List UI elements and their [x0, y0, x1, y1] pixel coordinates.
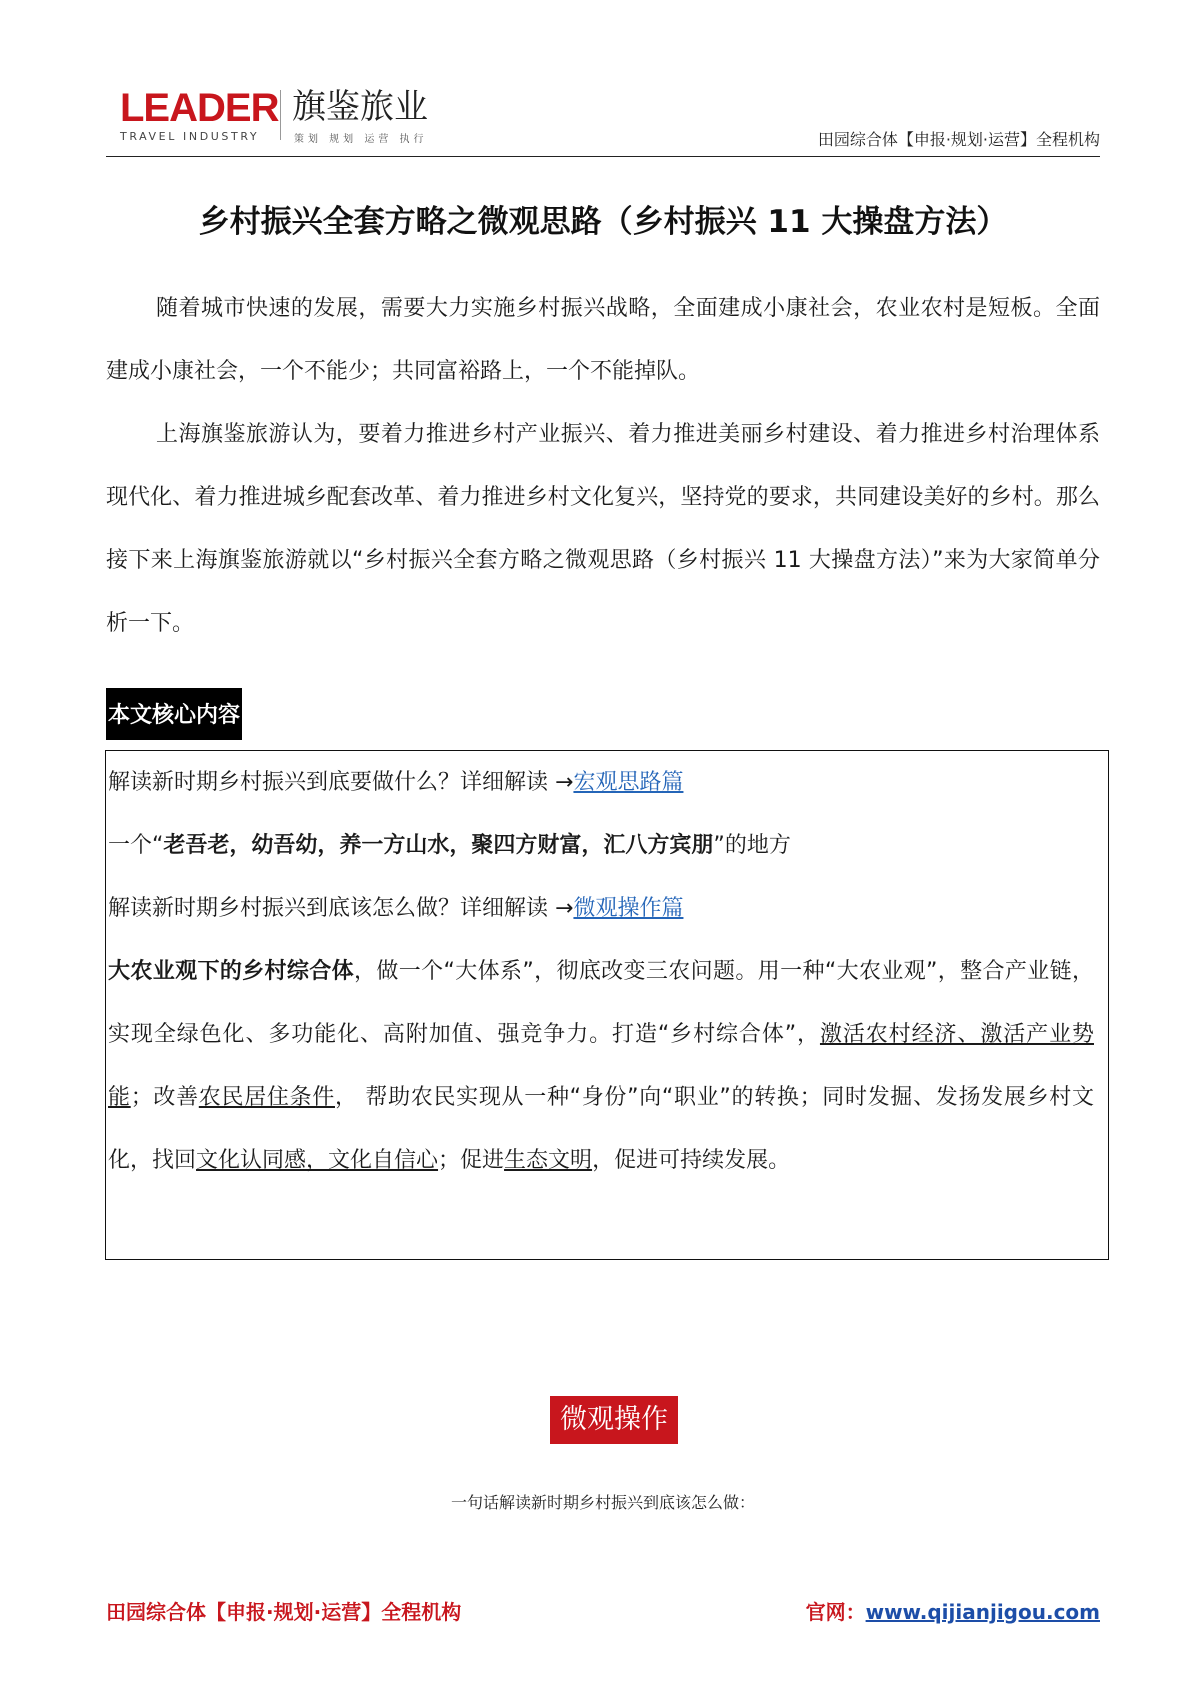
core-para-underline-1: 激活农村经济、激活产业势能: [108, 1022, 1094, 1110]
footer-site-label: 官网：: [805, 1600, 866, 1624]
core-paragraph: [108, 940, 1094, 1192]
core-line-2-pre: 一个“: [108, 833, 164, 858]
core-para-c: ， 帮助农民实现从一种“身份”向“职业”的转换；同时发掘、发扬发展乡村文化，找回: [108, 1085, 1094, 1173]
core-line-2-post: ”的地方: [713, 833, 791, 858]
core-para-underline-3: 文化认同感，文化自信心: [196, 1148, 439, 1173]
micro-operation-link[interactable]: 微观操作篇: [573, 896, 684, 921]
page-title: 乡村振兴全套方略之微观思路（乡村振兴 11 大操盘方法）: [198, 204, 1008, 240]
core-para-b: ；改善: [130, 1085, 199, 1110]
page-header: [106, 86, 1100, 157]
intro-paragraph-2: 上海旗鉴旅游认为，要着力推进乡村产业振兴、着力推进美丽乡村建设、着力推进乡村治理体系现代化、着力推进城乡配套改革、着力推进乡村文化复兴，坚持党的要求，共同建设美好的乡村。那么接下来上海旗鉴旅游就以“乡村振兴全套方略之微观思路（乡村振兴 11 大操盘方法）”来为大家简单分析一下。: [106, 422, 1100, 636]
intro-paragraph-1: 随着城市快速的发展，需要大力实施乡村振兴战略，全面建成小康社会，农业农村是短板。全面建成小康社会，一个不能少；共同富裕路上，一个不能掉队。: [106, 296, 1100, 384]
macro-thinking-link[interactable]: 宏观思路篇: [573, 770, 684, 795]
footer-tagline: 田园综合体【申报·规划·运营】全程机构: [106, 1600, 462, 1624]
core-para-d: ；促进: [438, 1148, 505, 1173]
core-line-1: [108, 751, 1094, 814]
core-content-label: 本文核心内容: [106, 688, 242, 740]
logo-subtitle: TRAVEL INDUSTRY: [120, 130, 260, 143]
core-content-box: [105, 750, 1109, 1260]
footer-website: [806, 1596, 1100, 1625]
core-para-underline-2: 农民居住条件: [198, 1085, 335, 1110]
core-para-bold: 大农业观下的乡村综合体: [108, 959, 355, 984]
core-para-underline-4: 生态文明: [504, 1148, 593, 1173]
logo-chinese-name: 旗鉴旅业: [292, 87, 428, 127]
core-line-3-text: 解读新时期乡村振兴到底该怎么做？详细解读 →: [108, 896, 574, 921]
footer-site-link[interactable]: www.qijianjigou.com: [865, 1600, 1100, 1624]
core-para-e: ，促进可持续发展。: [592, 1148, 791, 1173]
core-line-2-bold: 老吾老，幼吾幼，养一方山水，聚四方财富，汇八方宾朋: [163, 833, 714, 858]
core-line-3: [108, 877, 1094, 940]
section-label-micro-operation: 微观操作: [550, 1396, 678, 1444]
core-line-2: [108, 814, 1094, 877]
header-tagline: 田园综合体【申报·规划·运营】全程机构: [817, 130, 1100, 149]
logo-divider: [280, 90, 281, 140]
core-line-1-text: 解读新时期乡村振兴到底要做什么？详细解读 →: [108, 770, 574, 795]
logo-chinese-subtitle: 策划 规划 运营 执行: [294, 134, 428, 145]
leader-logo: LEADER: [120, 86, 279, 130]
core-para-a: ，做一个“大体系”，彻底改变三农问题。用一种“大农业观”，整合产业链，实现全绿色化、多功能化、高附加值、强竞争力。打造“乡村综合体”，: [108, 959, 1094, 1047]
section-caption: 一句话解读新时期乡村振兴到底该怎么做：: [450, 1493, 755, 1512]
